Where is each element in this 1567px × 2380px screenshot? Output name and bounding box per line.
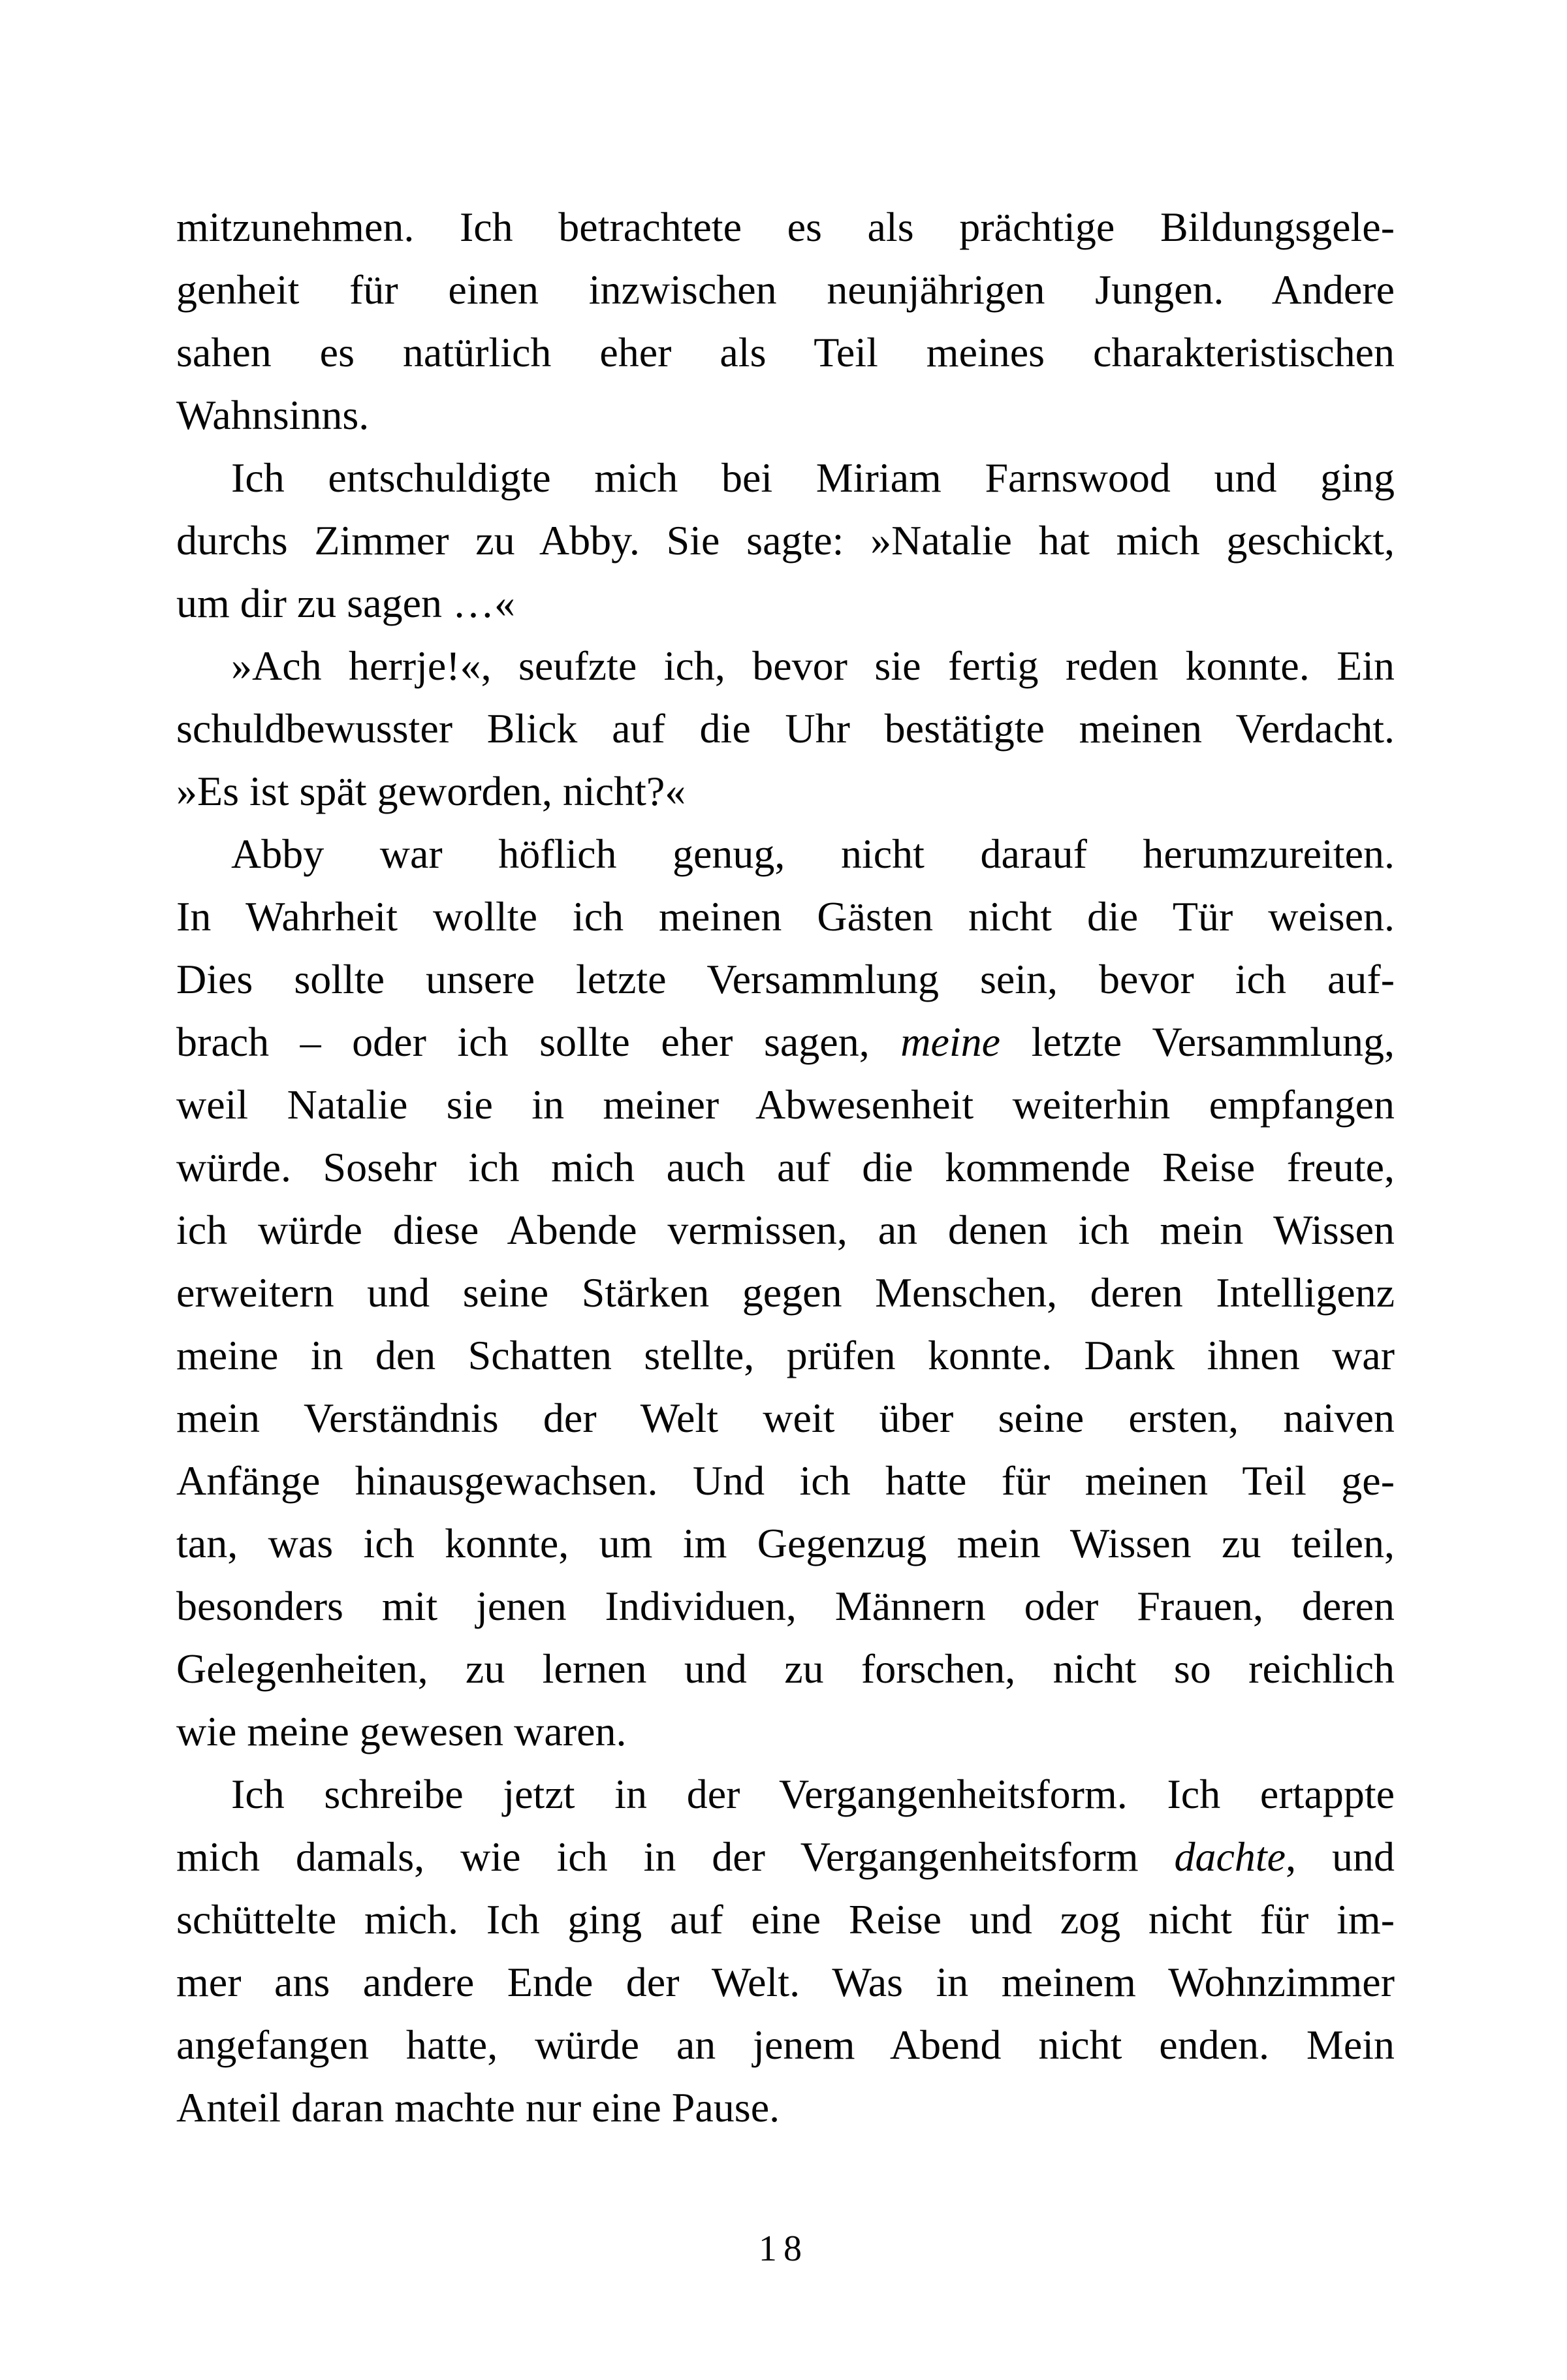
text-segment: brach – oder ich sollte eher sagen,	[176, 1019, 901, 1065]
text-segment: um dir zu sagen …«	[176, 580, 515, 626]
text-segment: »Es ist spät geworden, nicht?«	[176, 768, 686, 814]
text-line	[176, 948, 1395, 1011]
text-segment: Wahnsinns.	[176, 392, 370, 438]
text-line	[176, 1136, 1395, 1199]
text-segment: mitzunehmen. Ich betrachtete es als prächtige Bildungsgele-	[176, 204, 1395, 250]
text-line	[176, 1324, 1395, 1387]
text-segment: genheit für einen inzwischen neunjährigen Jungen. Andere	[176, 266, 1395, 313]
text-line	[176, 1011, 1395, 1073]
text-line	[176, 1575, 1395, 1638]
text-segment: sahen es natürlich eher als Teil meines charakteristischen	[176, 329, 1395, 375]
text-segment: Anteil daran machte nur eine Pause.	[176, 2084, 780, 2131]
text-segment: tan, was ich konnte, um im Gegenzug mein Wissen zu teilen,	[176, 1520, 1395, 1566]
text-segment: schuldbewusster Blick auf die Uhr bestätigte meinen Verdacht.	[176, 705, 1395, 752]
text-segment: mein Verständnis der Welt weit über seine ersten, naiven	[176, 1395, 1395, 1441]
text-line	[176, 572, 1395, 635]
text-line	[176, 1450, 1395, 1512]
text-line	[176, 1261, 1395, 1324]
italic-text-segment: dachte	[1174, 1833, 1286, 1880]
text-line	[176, 2014, 1395, 2076]
text-segment: »Ach herrje!«, seufzte ich, bevor sie fertig reden konnte. Ein	[231, 643, 1395, 689]
text-segment: , und	[1286, 1833, 1395, 1880]
text-segment: schüttelte mich. Ich ging auf eine Reise und zog nicht für im-	[176, 1896, 1395, 1943]
text-segment: Ich entschuldigte mich bei Miriam Farnswood und ging	[231, 454, 1395, 501]
text-line	[176, 760, 1395, 823]
text-segment: wie meine gewesen waren.	[176, 1708, 627, 1754]
text-line	[176, 259, 1395, 321]
text-segment: In Wahrheit wollte ich meinen Gästen nicht die Tür weisen.	[176, 893, 1395, 940]
text-segment: meine in den Schatten stellte, prüfen konnte. Dank ihnen war	[176, 1332, 1395, 1378]
text-line	[176, 384, 1395, 447]
text-line	[176, 1638, 1395, 1700]
text-segment: durchs Zimmer zu Abby. Sie sagte: »Natalie hat mich geschickt,	[176, 517, 1395, 563]
text-line	[176, 1199, 1395, 1261]
page-number: 18	[758, 2229, 809, 2269]
text-segment: weil Natalie sie in meiner Abwesenheit weiterhin empfangen	[176, 1081, 1395, 1128]
text-segment: Abby war höflich genug, nicht darauf herumzureiten.	[231, 831, 1395, 877]
page-text	[176, 196, 1395, 2139]
text-segment: Dies sollte unsere letzte Versammlung sein, bevor ich auf-	[176, 956, 1395, 1002]
text-line	[176, 1826, 1395, 1888]
text-line	[176, 1763, 1395, 1826]
text-line	[176, 1888, 1395, 1951]
text-line	[176, 196, 1395, 259]
text-segment: Anfänge hinausgewachsen. Und ich hatte für meinen Teil ge-	[176, 1457, 1395, 1504]
text-line	[176, 1700, 1395, 1763]
text-line	[176, 885, 1395, 948]
text-segment: würde. Sosehr ich mich auch auf die kommende Reise freute,	[176, 1144, 1395, 1190]
text-segment: Gelegenheiten, zu lernen und zu forschen, nicht so reichlich	[176, 1645, 1395, 1692]
text-segment: mer ans andere Ende der Welt. Was in meinem Wohnzimmer	[176, 1959, 1395, 2005]
text-segment: ich würde diese Abende vermissen, an denen ich mein Wissen	[176, 1207, 1395, 1253]
italic-text-segment: meine	[900, 1019, 1001, 1065]
text-line	[176, 635, 1395, 697]
text-segment: erweitern und seine Stärken gegen Menschen, deren Intelligenz	[176, 1269, 1395, 1316]
text-segment: mich damals, wie ich in der Vergangenheitsform	[176, 1833, 1175, 1880]
text-segment: besonders mit jenen Individuen, Männern oder Frauen, deren	[176, 1583, 1395, 1629]
text-segment: Ich schreibe jetzt in der Vergangenheitsform. Ich ertappte	[231, 1771, 1395, 1817]
text-line	[176, 697, 1395, 760]
text-segment: angefangen hatte, würde an jenem Abend nicht enden. Mein	[176, 2022, 1395, 2068]
text-line	[176, 509, 1395, 572]
text-line	[176, 1387, 1395, 1450]
text-line	[176, 447, 1395, 509]
text-line	[176, 1073, 1395, 1136]
text-line	[176, 1951, 1395, 2014]
text-line	[176, 321, 1395, 384]
text-line	[176, 1512, 1395, 1575]
text-segment: letzte Versammlung,	[1000, 1019, 1395, 1065]
text-line	[176, 2076, 1395, 2139]
text-line	[176, 823, 1395, 885]
